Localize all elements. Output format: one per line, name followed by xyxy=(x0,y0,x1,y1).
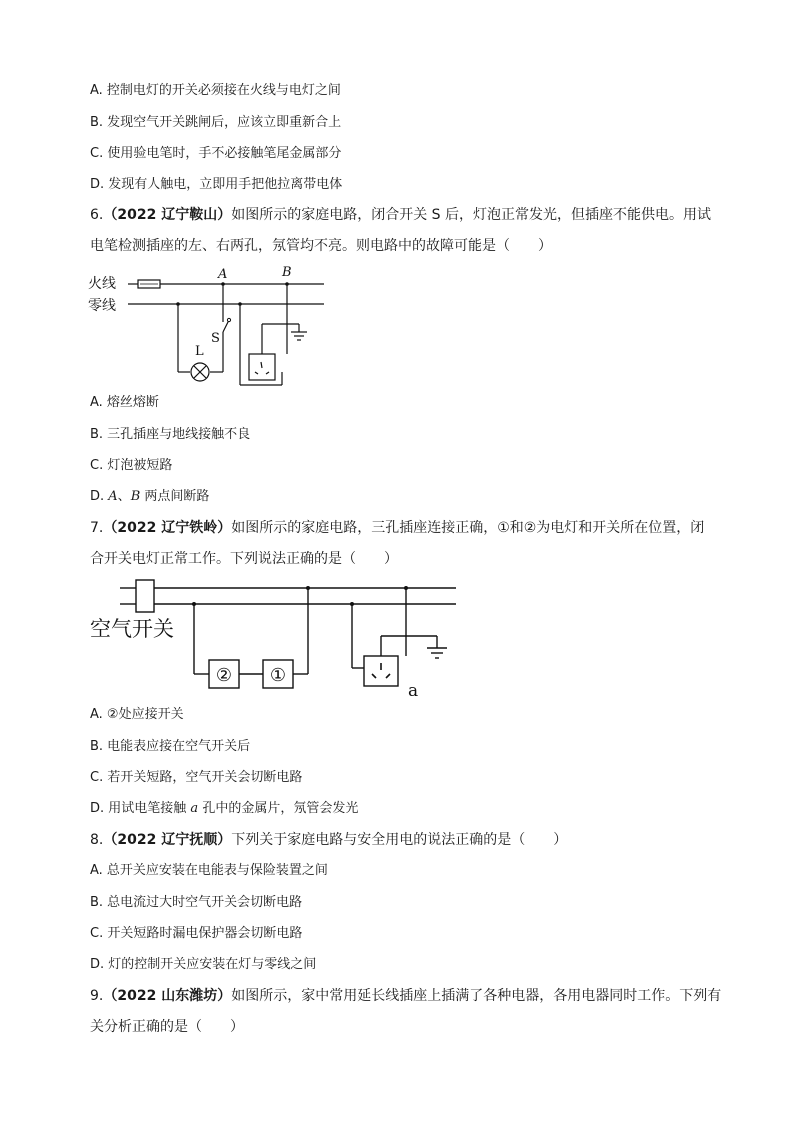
q7-stem-line1 xyxy=(90,519,704,537)
q8-source: （2022 辽宁抚顺） xyxy=(103,832,232,848)
q6-source: （2022 辽宁鞍山） xyxy=(103,207,232,223)
q9-number: 9. xyxy=(90,988,104,1004)
ground-icon xyxy=(427,648,447,658)
air-switch-label: 空气开关 xyxy=(90,617,174,641)
q8-option-a: A. 总开关应安装在电能表与保险装置之间 xyxy=(90,863,328,878)
q7-option-c: C. 若开关短路，空气开关会切断电路 xyxy=(90,770,303,785)
q8-option-d: D. 灯的控制开关应安装在灯与零线之间 xyxy=(90,957,317,972)
q6-text: 如图所示的家庭电路，闭合开关 S 后，灯泡正常发光，但插座不能供电。用试 xyxy=(231,207,711,223)
q6-option-d: D. A、B 两点间断路 xyxy=(90,489,210,504)
q6-stem-line1 xyxy=(90,206,711,224)
q7-option-d: D. 用试电笔接触 a 孔中的金属片，氖管会发光 xyxy=(90,801,359,816)
q6-option-c: C. 灯泡被短路 xyxy=(90,458,173,473)
q9-stem-line1 xyxy=(90,987,721,1005)
q7-circuit-diagram xyxy=(88,574,460,700)
position-2-label: ② xyxy=(215,665,233,686)
q9-text: 如图所示，家中常用延长线插座上插满了各种电器，各用电器同时工作。下列有 xyxy=(231,988,722,1004)
q5-option-a: A. 控制电灯的开关必须接在火线与电灯之间 xyxy=(90,83,341,98)
q8-stem xyxy=(90,831,567,849)
q6-stem-line2: 电笔检测插座的左、右两孔，氖管均不亮。则电路中的故障可能是（ ） xyxy=(90,238,552,254)
q7-source: （2022 辽宁铁岭） xyxy=(103,520,232,536)
q5-option-c: C. 使用验电笔时，手不必接触笔尾金属部分 xyxy=(90,146,342,161)
live-wire-label: 火线 xyxy=(88,276,116,292)
q7-stem-line2: 合开关电灯正常工作。下列说法正确的是（ ） xyxy=(90,551,398,567)
q6-number: 6. xyxy=(90,207,104,223)
q6-circuit-diagram xyxy=(88,262,338,386)
q8-option-b: B. 总电流过大时空气开关会切断电路 xyxy=(90,895,303,910)
q8-text: 下列关于家庭电路与安全用电的说法正确的是（ ） xyxy=(231,832,568,848)
switch-label: S xyxy=(211,331,220,346)
q7-number: 7. xyxy=(90,520,104,536)
q9-source: （2022 山东潍坊） xyxy=(103,988,232,1004)
q8-option-c: C. 开关短路时漏电保护器会切断电路 xyxy=(90,926,303,941)
neutral-wire-label: 零线 xyxy=(88,298,116,314)
q7-text: 如图所示的家庭电路，三孔插座连接正确，①和②为电灯和开关所在位置，闭 xyxy=(231,520,705,536)
lamp-label: L xyxy=(195,344,204,359)
three-hole-socket-icon xyxy=(249,354,275,380)
point-b-label: B xyxy=(282,265,292,280)
air-switch-icon xyxy=(136,580,154,612)
hole-a-label: a xyxy=(408,681,419,700)
ground-icon xyxy=(291,332,307,340)
q5-option-b: B. 发现空气开关跳闸后，应该立即重新合上 xyxy=(90,115,342,130)
three-hole-socket-icon xyxy=(364,656,398,686)
q7-option-a: A. ②处应接开关 xyxy=(90,707,184,722)
lamp-icon xyxy=(191,363,209,381)
q6-option-a: A. 熔丝熔断 xyxy=(90,395,159,410)
q5-option-d: D. 发现有人触电，立即用手把他拉离带电体 xyxy=(90,177,343,192)
point-a-label: A xyxy=(218,267,228,282)
q6-option-b: B. 三孔插座与地线接触不良 xyxy=(90,427,251,442)
q8-number: 8. xyxy=(90,832,104,848)
position-1-label: ① xyxy=(269,665,287,686)
q7-option-b: B. 电能表应接在空气开关后 xyxy=(90,739,251,754)
q9-stem-line2: 关分析正确的是（ ） xyxy=(90,1019,244,1035)
